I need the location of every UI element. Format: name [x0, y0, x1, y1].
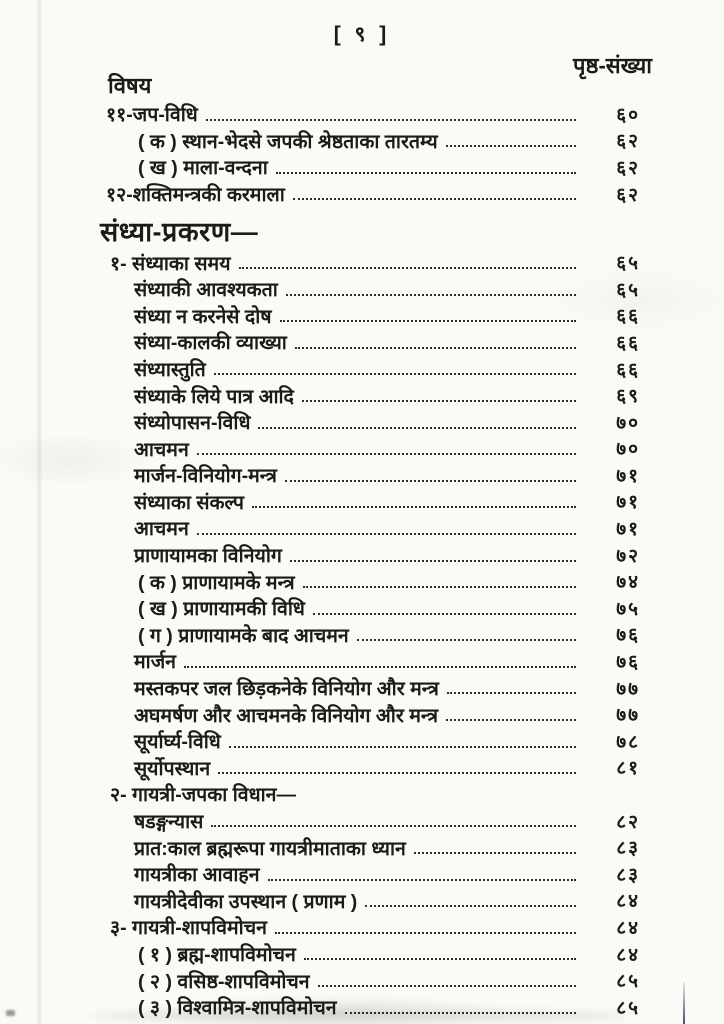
toc-row — [0, 568, 640, 595]
toc-entry-page-number: ८१ — [616, 758, 640, 780]
toc-entry-page-number: ८५ — [616, 971, 640, 993]
toc-entry-page-number: ६६ — [616, 359, 640, 381]
toc-row — [0, 381, 640, 408]
toc-row — [0, 780, 640, 807]
dotted-leader — [414, 852, 576, 854]
toc-entry-label: आचमन — [134, 438, 189, 461]
toc-entry-page-number: ६५ — [616, 279, 640, 301]
toc-entry-page-number: ८५ — [616, 997, 640, 1019]
dotted-leader — [276, 172, 576, 174]
toc-row — [0, 727, 640, 754]
toc-entry-page-number: ६६ — [616, 306, 640, 328]
toc-entry-label: ( १ ) ब्रह्म-शापविमोचन — [138, 943, 296, 966]
toc-entry-page-number: ७० — [616, 412, 640, 434]
toc-row — [0, 940, 640, 967]
dotted-leader — [313, 613, 576, 615]
toc-entry-page-number: ६६ — [616, 332, 640, 354]
toc-entry-page-number: ७२ — [616, 545, 640, 567]
toc-entry-label: गायत्रीका आवाहन — [134, 864, 260, 887]
dotted-leader — [184, 666, 576, 668]
toc-row — [0, 127, 640, 154]
toc-row — [0, 966, 640, 993]
toc-row — [0, 514, 640, 541]
toc-entry-page-number: ८३ — [616, 864, 640, 886]
dotted-leader — [447, 692, 576, 694]
toc-row — [0, 153, 640, 180]
folio-page-number: [ ९ ] — [333, 23, 391, 46]
toc-entry-label: अघमर्षण और आचमनके विनियोग और मन्त्र — [134, 704, 439, 727]
toc-entry-label: संध्या-प्रकरण— — [100, 217, 259, 248]
toc-row — [0, 435, 640, 462]
dotted-leader — [218, 772, 576, 774]
toc-entry-page-number: ८४ — [616, 944, 640, 966]
dotted-leader — [302, 400, 576, 402]
dotted-leader — [280, 320, 576, 322]
dotted-leader — [197, 453, 576, 455]
toc-row — [0, 674, 640, 701]
toc-row — [0, 754, 640, 781]
toc-row — [0, 647, 640, 674]
toc-row — [0, 860, 640, 887]
toc-entry-page-number: ७८ — [616, 731, 640, 753]
toc-entry-label: सूर्यार्घ्य-विधि — [134, 731, 221, 754]
toc-row — [0, 302, 640, 329]
toc-entry-page-number: ७६ — [616, 652, 640, 674]
toc-entry-label: संध्यास्तुति — [134, 358, 206, 381]
toc-row — [0, 594, 640, 621]
dotted-leader — [318, 985, 576, 987]
toc-row — [0, 275, 640, 302]
toc-entry-label: संध्या-कालकी व्याख्या — [134, 332, 287, 355]
dotted-leader — [446, 719, 576, 721]
toc-entry-label: आचमन — [134, 518, 189, 541]
dotted-leader — [275, 932, 576, 934]
toc-entry-page-number: ७४ — [616, 572, 640, 594]
toc-row — [0, 461, 640, 488]
toc-entry-page-number: ७० — [616, 439, 640, 461]
toc-row — [0, 913, 640, 940]
toc-list — [0, 100, 724, 1020]
dotted-leader — [285, 480, 576, 482]
toc-entry-page-number: ८४ — [616, 891, 640, 913]
dotted-leader — [293, 198, 576, 200]
dotted-leader — [290, 560, 576, 562]
toc-entry-label: १- संध्याका समय — [110, 252, 231, 275]
toc-entry-page-number: ६२ — [616, 157, 640, 179]
toc-entry-page-number: ६० — [616, 104, 640, 126]
dotted-leader — [286, 294, 576, 296]
toc-entry-label: ( २ ) वसिष्ठ-शापविमोचन — [138, 970, 310, 993]
toc-entry-label: प्रात:काल ब्रह्मरूपा गायत्रीमाताका ध्यान — [134, 837, 406, 860]
toc-row — [0, 833, 640, 860]
dotted-leader — [252, 506, 576, 508]
column-headers — [0, 48, 724, 100]
dotted-leader — [446, 145, 576, 147]
toc-entry-label: १२-शक्तिमन्त्रकी करमाला — [106, 183, 285, 206]
dotted-leader — [229, 746, 576, 748]
toc-entry-label: ( ग ) प्राणायामके बाद आचमन — [138, 624, 349, 647]
toc-entry-page-number: ७१ — [616, 465, 640, 487]
toc-entry-label: ( क ) स्थान-भेदसे जपकी श्रेष्ठताका तारतम्य — [138, 130, 438, 153]
toc-row — [0, 488, 640, 515]
toc-entry-page-number: ७७ — [616, 678, 640, 700]
dotted-leader — [214, 373, 576, 375]
toc-entry-label: गायत्रीदेवीका उपस्थान ( प्रणाम ) — [134, 890, 358, 913]
dotted-leader — [365, 905, 576, 907]
toc-entry-label: संध्या न करनेसे दोष — [134, 305, 272, 328]
toc-entry-page-number: ६२ — [616, 131, 640, 153]
toc-entry-page-number: ७७ — [616, 705, 640, 727]
toc-row — [0, 887, 640, 914]
toc-entry-label: संध्याके लिये पात्र आदि — [134, 385, 294, 408]
toc-entry-label: ( ३ ) विश्वामित्र-शापविमोचन — [138, 997, 337, 1020]
column-header-page-number: पृष्ठ-संख्या — [573, 53, 652, 78]
toc-entry-page-number: ७१ — [616, 519, 640, 541]
toc-entry-label: ३- गायत्री-शापविमोचन — [110, 917, 267, 940]
toc-entry-page-number: ८३ — [616, 838, 640, 860]
toc-entry-label: संध्योपासन-विधि — [134, 412, 251, 435]
toc-row — [0, 621, 640, 648]
dotted-leader — [239, 267, 576, 269]
toc-entry-label: संध्याका संकल्प — [134, 491, 244, 514]
toc-entry-page-number: ७१ — [616, 492, 640, 514]
toc-entry-page-number: ८४ — [616, 917, 640, 939]
toc-row — [0, 355, 640, 382]
toc-row — [0, 807, 640, 834]
dotted-leader — [197, 533, 576, 535]
toc-entry-page-number: ७६ — [616, 625, 640, 647]
toc-entry-label: मार्जन-विनियोग-मन्त्र — [134, 465, 277, 488]
toc-entry-label: सूर्योपस्थान — [134, 757, 211, 780]
toc-entry-label: मार्जन — [134, 651, 177, 674]
toc-entry-page-number: ७५ — [616, 598, 640, 620]
toc-row — [0, 100, 640, 127]
dotted-leader — [357, 639, 576, 641]
toc-entry-label: ( क ) प्राणायामके मन्त्र — [138, 571, 295, 594]
dotted-leader — [303, 586, 576, 588]
toc-entry-label: षडङ्गन्यास — [134, 811, 204, 834]
dotted-leader — [345, 1012, 576, 1014]
dotted-leader — [258, 427, 576, 429]
toc-entry-page-number: ६२ — [616, 184, 640, 206]
dotted-leader — [268, 879, 576, 881]
toc-row — [0, 408, 640, 435]
column-header-subject: विषय — [108, 73, 152, 98]
toc-row — [0, 541, 640, 568]
toc-section-heading — [0, 206, 640, 248]
toc-entry-label: ( ख ) प्राणायामकी विधि — [138, 598, 305, 621]
toc-row — [0, 993, 640, 1020]
dotted-leader — [295, 347, 576, 349]
toc-entry-page-number: ६५ — [616, 253, 640, 275]
toc-row — [0, 328, 640, 355]
toc-row — [0, 248, 640, 275]
toc-entry-label: ११-जप-विधि — [106, 104, 198, 127]
toc-entry-label: प्राणायामका विनियोग — [134, 545, 282, 568]
toc-entry-label: संध्याकी आवश्यकता — [134, 279, 278, 302]
toc-entry-label: मस्तकपर जल छिड़कनेके विनियोग और मन्त्र — [134, 678, 439, 701]
dotted-leader — [211, 825, 576, 827]
toc-entry-page-number: ८२ — [616, 811, 640, 833]
dotted-leader — [206, 119, 576, 121]
toc-row — [0, 180, 640, 207]
toc-entry-page-number: ६९ — [616, 386, 640, 408]
toc-entry-label: २- गायत्री-जपका विधान— — [110, 784, 296, 807]
dotted-leader — [304, 958, 576, 960]
toc-row — [0, 700, 640, 727]
toc-entry-label: ( ख ) माला-वन्दना — [138, 157, 268, 180]
